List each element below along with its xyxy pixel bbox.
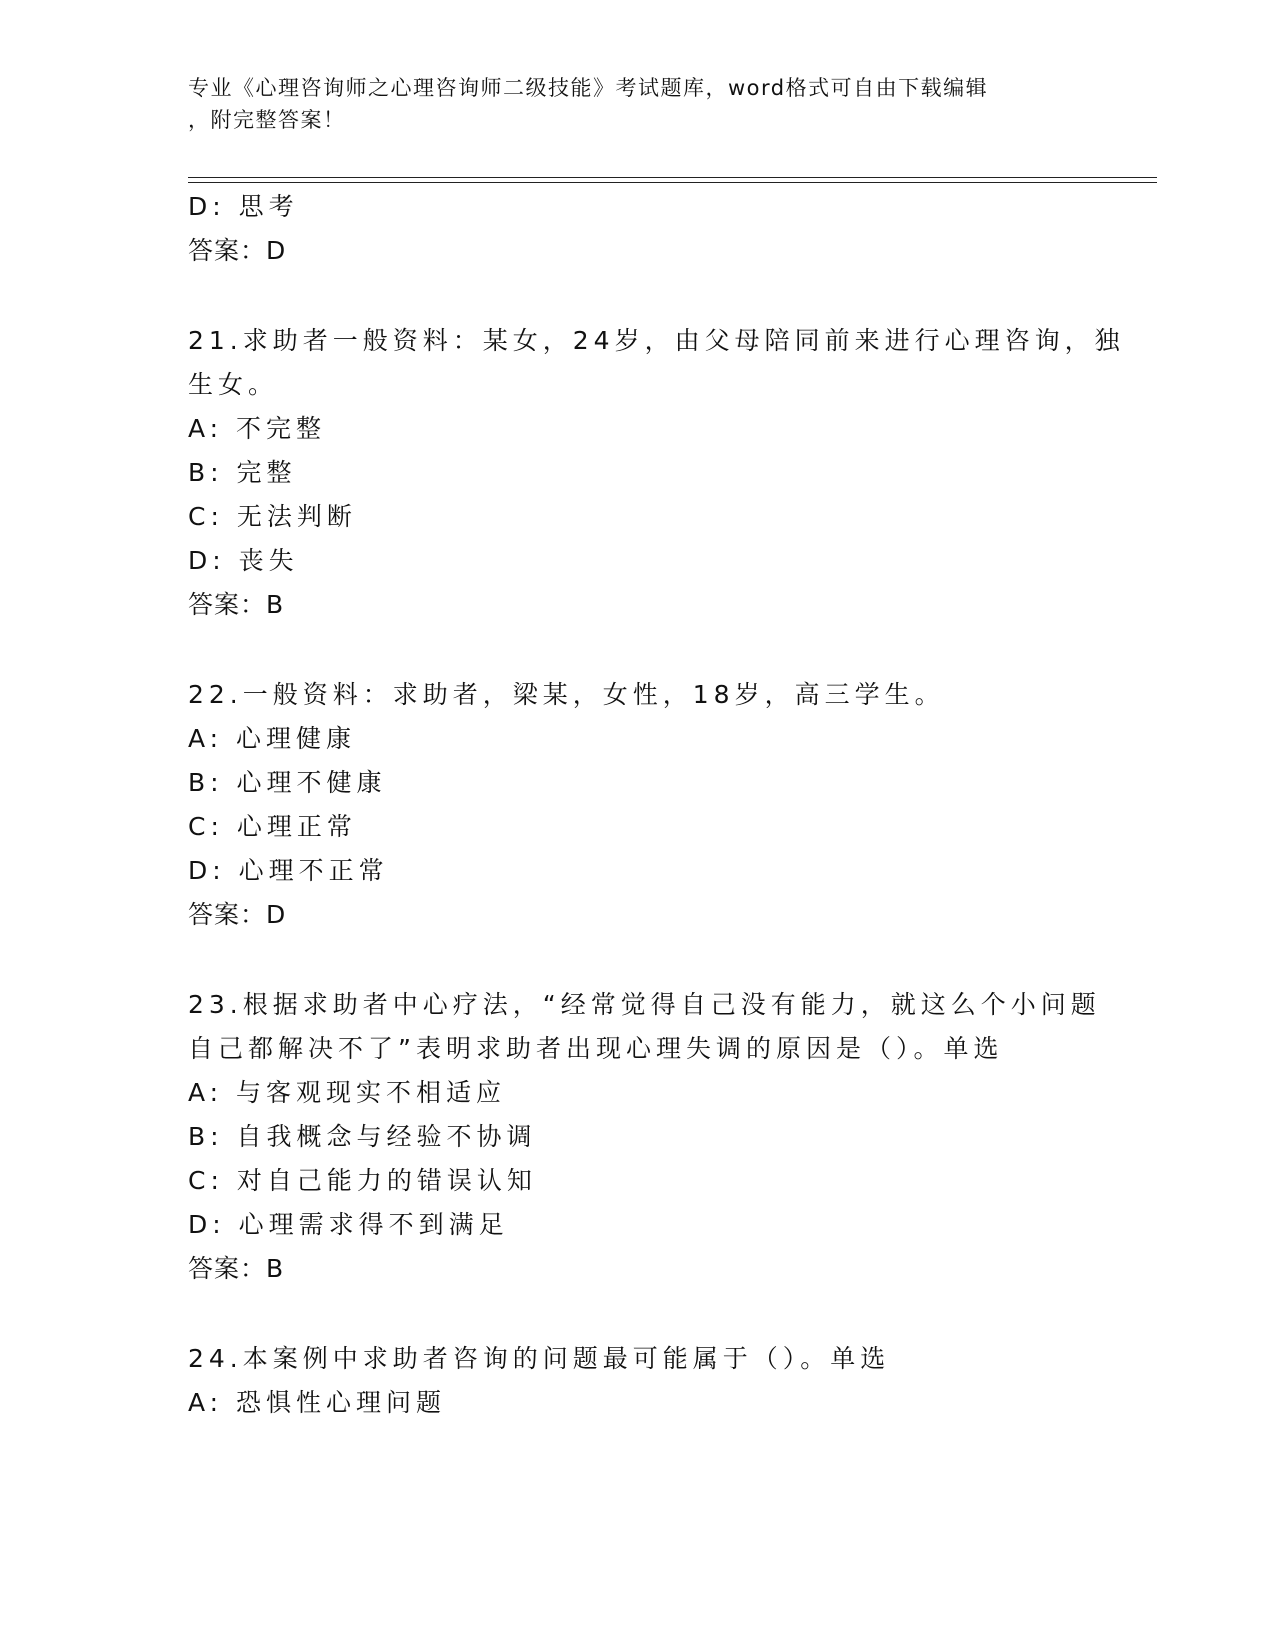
- header-divider-bottom: [188, 182, 1157, 183]
- header-line-1: 专业《心理咨询师之心理咨询师二级技能》考试题库，word格式可自由下载编辑: [188, 76, 989, 100]
- q22-option-d: D: 心理不正常: [188, 856, 389, 885]
- q21-option-d: D: 丧失: [188, 546, 299, 575]
- q22-stem-line-1: 22.一般资料：求助者，梁某，女性，18岁，高三学生。: [188, 680, 945, 709]
- q20-option-d: D: 思考: [188, 192, 299, 221]
- q23-option-b: B: 自我概念与经验不协调: [188, 1122, 537, 1151]
- q21-option-b: B: 完整: [188, 458, 297, 487]
- header-divider-top: [188, 177, 1157, 178]
- q21-stem-line-2: 生女。: [188, 370, 279, 399]
- header-line-2: ，附完整答案！: [188, 108, 346, 132]
- q22-option-a: A: 心理健康: [188, 724, 357, 753]
- q21-option-a: A: 不完整: [188, 414, 327, 443]
- q22-answer: 答案：D: [188, 900, 287, 929]
- q24-option-a: A: 恐惧性心理问题: [188, 1388, 447, 1417]
- q22-option-b: B: 心理不健康: [188, 768, 387, 797]
- q21-stem-line-1: 21.求助者一般资料：某女，24岁，由父母陪同前来进行心理咨询，独: [188, 326, 1125, 355]
- q22-option-c: C: 心理正常: [188, 812, 357, 841]
- q21-answer: 答案：B: [188, 590, 285, 619]
- q23-option-c: C: 对自己能力的错误认知: [188, 1166, 537, 1195]
- q23-stem-line-2: 自己都解决不了”表明求助者出现心理失调的原因是（）。单选: [188, 1034, 1004, 1063]
- document-header: [188, 72, 1068, 136]
- q23-stem-line-1: 23.根据求助者中心疗法，“经常觉得自己没有能力，就这么个小问题: [188, 990, 1101, 1019]
- q23-option-a: A: 与客观现实不相适应: [188, 1078, 507, 1107]
- q21-option-c: C: 无法判断: [188, 502, 357, 531]
- q23-answer: 答案：B: [188, 1254, 285, 1283]
- q23-option-d: D: 心理需求得不到满足: [188, 1210, 509, 1239]
- q20-answer: 答案：D: [188, 236, 287, 265]
- q24-stem-line-1: 24.本案例中求助者咨询的问题最可能属于（）。单选: [188, 1344, 891, 1373]
